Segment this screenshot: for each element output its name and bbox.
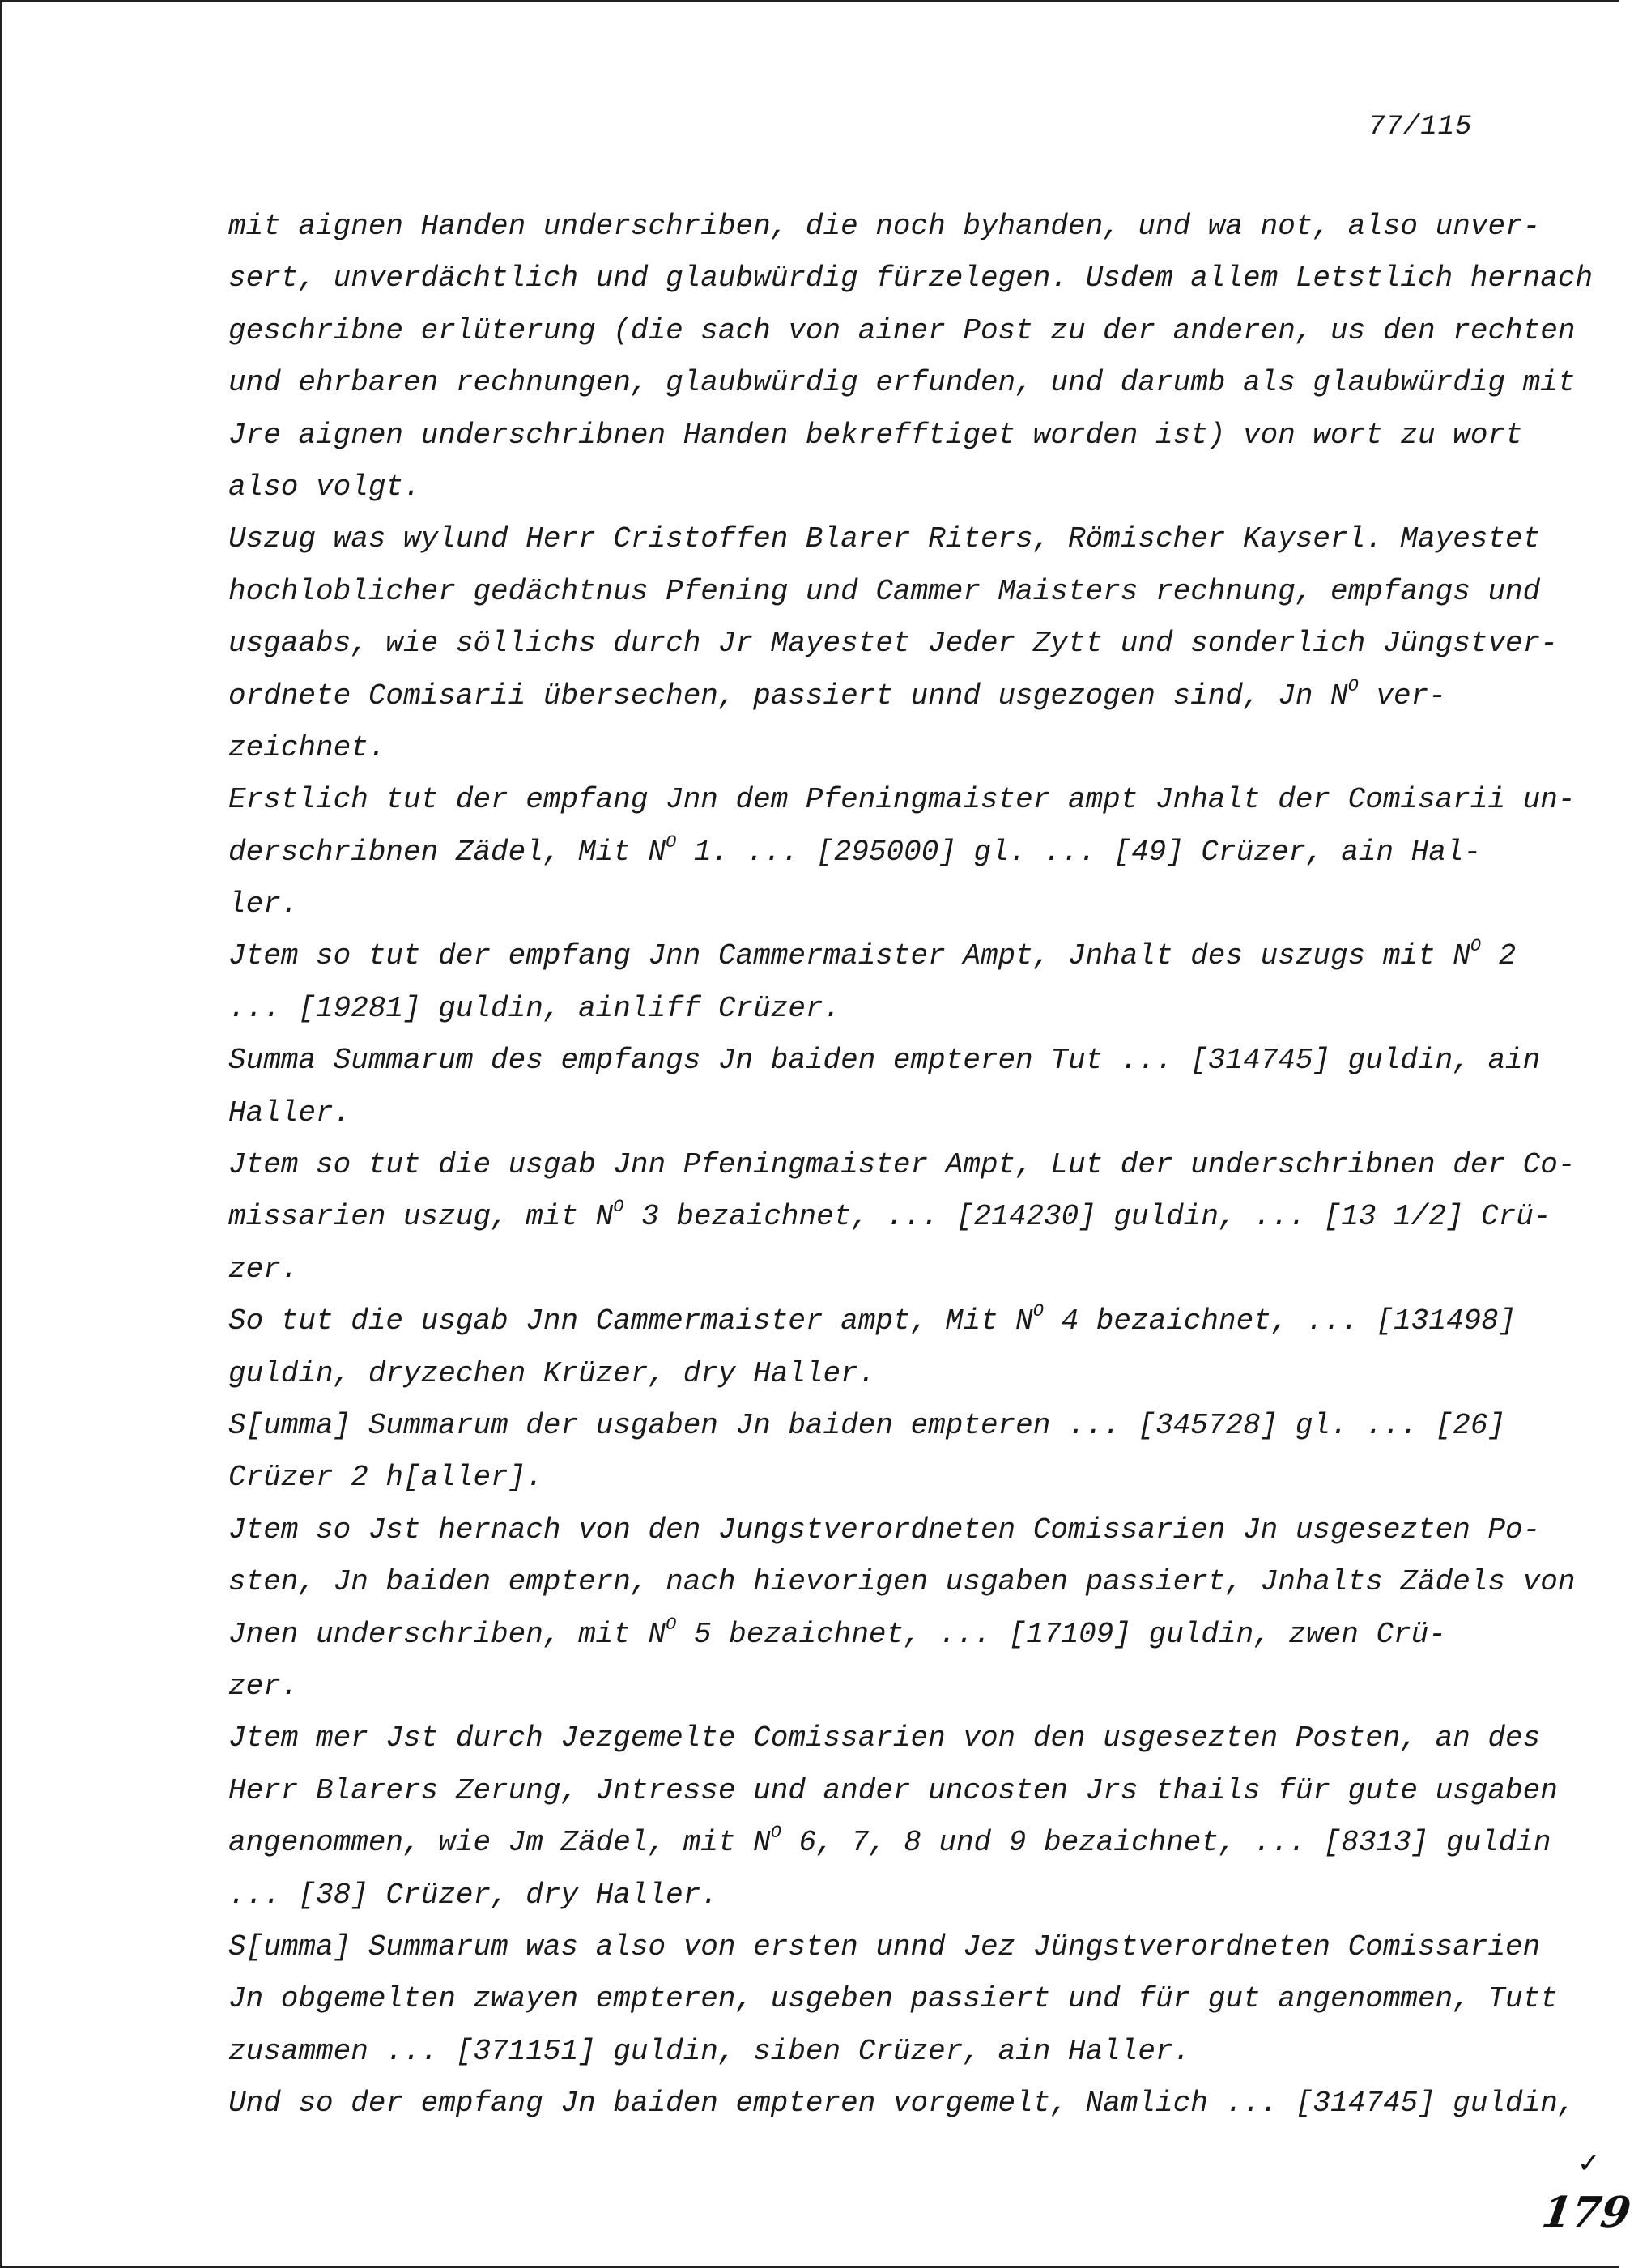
page-number: 77/115	[1368, 112, 1473, 143]
folio-number: 179	[1538, 2188, 1634, 2237]
text-segment: missarien uszug, mit N	[228, 1200, 614, 1234]
text-line	[228, 930, 1517, 982]
text-segment: angenommen, wie Jm Zädel, mit N	[228, 1826, 771, 1860]
frame-left-rule	[0, 0, 2, 2268]
text-line: Jre aignen underschribnen Handen bekrefftiget worden ist) von wort zu wort	[228, 418, 1523, 452]
text-segment: derschribnen Zädel, Mit N	[228, 835, 666, 869]
text-line	[228, 1609, 1508, 1661]
text-line: Haller.	[228, 1096, 351, 1130]
superscript: O	[1032, 1301, 1044, 1322]
text-line: zusammen ... [371151] guldin, siben Crüzer, ain Haller.	[228, 2034, 1191, 2068]
text-line: Und so der empfang Jn baiden empteren vorgemelt, Namlich ... [314745] guldin,	[228, 2087, 1576, 2121]
text-line: Herr Blarers Zerung, Jntresse und ander uncosten Jrs thails für gute usgaben	[228, 1773, 1558, 1807]
text-line: Crüzer 2 h[aller].	[228, 1461, 543, 1495]
frame-top-rule	[0, 0, 1619, 2]
superscript: O	[1470, 936, 1482, 957]
superscript: O	[770, 1823, 781, 1844]
text-line: S[umma] Summarum was also von ersten unnd Jez Jüngstverordneten Comissarien	[228, 1930, 1541, 1964]
superscript: O	[613, 1197, 624, 1218]
superscript: O	[666, 1614, 677, 1635]
text-line: S[umma] Summarum der usgaben Jn baiden empteren ... [345728] gl. ... [26]	[228, 1408, 1506, 1442]
text-line: zeichnet.	[228, 730, 386, 764]
text-segment: 5 bezaichnet, ... [17109] guldin, zwen Crü-	[676, 1617, 1446, 1651]
text-segment: 6, 7, 8 und 9 bezaichnet, ... [8313] guldin	[781, 1826, 1551, 1860]
text-line	[228, 670, 1508, 722]
text-segment: ver-	[1358, 679, 1446, 713]
text-segment: So tut die usgab Jnn Cammermaister ampt, Mit N	[228, 1304, 1033, 1338]
text-segment: 3 bezaichnet, ... [214230] guldin, ... [13 1/2] Crü-	[623, 1200, 1551, 1234]
document-body	[228, 201, 1594, 2130]
text-line	[228, 827, 1508, 879]
text-line: ... [38] Crüzer, dry Haller.	[228, 1878, 718, 1912]
text-line: und ehrbaren rechnungen, glaubwürdig erfunden, und darumb als glaubwürdig mit	[228, 366, 1576, 400]
text-line: usgaabs, wie söllichs durch Jr Mayestet Jeder Zytt und sonderlich Jüngstver-	[228, 627, 1558, 661]
text-line: ... [19281] guldin, ainliff Crüzer.	[228, 991, 841, 1025]
text-line: sten, Jn baiden emptern, nach hievorigen usgaben passiert, Jnhalts Zädels von	[228, 1565, 1576, 1599]
text-line	[228, 1296, 1517, 1347]
text-line: Erstlich tut der empfang Jnn dem Pfeningmaister ampt Jnhalt der Comisarii un-	[228, 783, 1576, 817]
text-line: hochloblicher gedächtnus Pfening und Cammer Maisters rechnung, empfangs und	[228, 574, 1541, 608]
text-line: sert, unverdächtlich und glaubwürdig fürzelegen. Usdem allem Letstlich hernach	[228, 262, 1594, 296]
text-line: Summa Summarum des empfangs Jn baiden empteren Tut ... [314745] guldin, ain	[228, 1044, 1541, 1078]
text-line: zer.	[228, 1252, 299, 1286]
text-line: Jn obgemelten zwayen empteren, usgeben passiert und für gut angenommen, Tutt	[228, 1982, 1558, 2016]
text-line	[228, 1817, 1551, 1869]
text-segment: 2	[1481, 939, 1517, 973]
check-mark-icon: ✓	[1577, 2147, 1601, 2180]
text-line: Uszug was wylund Herr Cristoffen Blarer Riters, Römischer Kayserl. Mayestet	[228, 522, 1541, 556]
text-segment: 4 bezaichnet, ... [131498]	[1043, 1304, 1517, 1338]
text-line: also volgt.	[228, 470, 421, 504]
text-line: zer.	[228, 1669, 299, 1703]
text-line: guldin, dryzechen Krüzer, dry Haller.	[228, 1356, 876, 1390]
superscript: O	[666, 832, 677, 853]
text-line: geschribne erlüterung (die sach von ainer Post zu der anderen, us den rechten	[228, 313, 1576, 347]
text-segment: ordnete Comisarii übersechen, passiert unnd usgezogen sind, Jn N	[228, 679, 1348, 713]
text-line: ler.	[228, 887, 299, 921]
text-line: Jtem mer Jst durch Jezgemelte Comissarien von den usgesezten Posten, an des	[228, 1721, 1541, 1755]
text-segment: Jtem so tut der empfang Jnn Cammermaister Ampt, Jnhalt des uszugs mit N	[228, 939, 1470, 973]
text-line	[228, 1191, 1551, 1243]
superscript: O	[1347, 675, 1359, 696]
text-line: Jtem so Jst hernach von den Jungstverordneten Comissarien Jn usgesezten Po-	[228, 1513, 1541, 1547]
text-segment: Jnen underschriben, mit N	[228, 1617, 666, 1651]
text-line: Jtem so tut die usgab Jnn Pfeningmaister Ampt, Lut der underschribnen der Co-	[228, 1148, 1576, 1182]
text-segment: 1. ... [295000] gl. ... [49] Crüzer, ain Hal-	[676, 835, 1482, 869]
text-line: mit aignen Handen underschriben, die noch byhanden, und wa not, also unver-	[228, 210, 1541, 243]
